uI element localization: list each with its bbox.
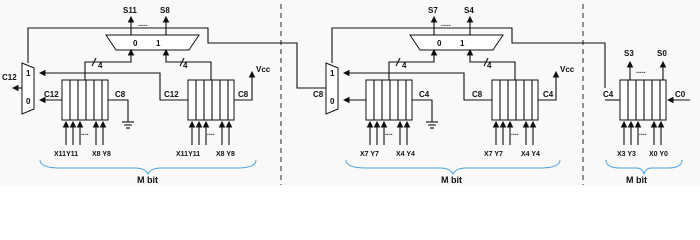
- left-inputs-a-lo: X8 Y8: [92, 151, 111, 158]
- left-inputs-b-hi: X11Y11: [176, 151, 201, 158]
- left-adder-a: [62, 80, 108, 120]
- right-mbit-label: M bit: [626, 175, 647, 185]
- mid-mbit-brace: [346, 160, 560, 174]
- left-inputs-b-dots: .....: [205, 130, 215, 137]
- mid-inputs-a-hi: X7 Y7: [360, 151, 379, 158]
- left-top-mux-in0: 0: [133, 39, 138, 48]
- mid-out-hi: S7: [428, 6, 438, 15]
- mid-inputs-b-lo: X4 Y4: [521, 151, 540, 158]
- mid-adder-b: [492, 80, 538, 120]
- left-stage: [2, 6, 297, 185]
- right-out-lo: S0: [657, 49, 667, 58]
- mid-bus-a-width: 4: [402, 61, 407, 70]
- left-inputs-a-dots: .....: [79, 130, 89, 137]
- right-adder: [620, 80, 666, 120]
- left-out-dots: .....: [138, 21, 148, 28]
- left-top-mux: [106, 35, 199, 50]
- mid-mbit-label: M bit: [441, 175, 462, 185]
- mid-bus-b-width: 4: [487, 61, 492, 70]
- left-adder-b-cin: C8: [238, 90, 249, 99]
- left-out-hi: S11: [123, 6, 137, 15]
- mid-carry-out-wire: [297, 62, 326, 88]
- left-bus-b-width: 4: [183, 61, 188, 70]
- left-adder-b-cout: C12: [164, 90, 179, 99]
- left-mbit-brace: [40, 160, 256, 174]
- left-adder-a-cin: C8: [115, 90, 126, 99]
- mid-out-lo: S4: [464, 6, 474, 15]
- right-inputs-lo: X0 Y0: [649, 151, 668, 158]
- left-top-mux-in1: 1: [156, 39, 161, 48]
- left-out-lo: S8: [160, 6, 170, 15]
- left-adder-a-cout: C12: [44, 90, 59, 99]
- right-out-hi: S3: [624, 49, 634, 58]
- left-vcc: Vcc: [256, 65, 271, 74]
- mid-adder-a: [366, 80, 412, 120]
- right-mbit-brace: [606, 160, 682, 174]
- mid-inputs-a-lo: X4 Y4: [396, 151, 415, 158]
- mid-adder-b-cout: C8: [472, 90, 483, 99]
- mid-inputs-b-dots: .....: [509, 130, 519, 137]
- mid-inputs-b-hi: X7 Y7: [484, 151, 503, 158]
- mid-vcc: Vcc: [560, 65, 575, 74]
- right-inputs-hi: X3 Y3: [617, 151, 636, 158]
- mid-out-dots: .....: [441, 21, 451, 28]
- mid-carry-mux-sel: C8: [313, 90, 324, 99]
- left-carry-mux-out: C12: [2, 73, 17, 82]
- right-adder-cout: C4: [603, 90, 614, 99]
- right-inputs-dots: .....: [637, 130, 647, 137]
- left-inputs-b-lo: X8 Y8: [216, 151, 235, 158]
- mid-top-mux-in0: 0: [437, 39, 442, 48]
- left-mbit-label: M bit: [137, 175, 158, 185]
- mid-carry-mux-in1: 1: [330, 69, 335, 78]
- mid-top-mux-in1: 1: [460, 39, 465, 48]
- left-carry-mux-in0: 0: [26, 97, 31, 106]
- mid-carry-mux-in0: 0: [330, 97, 335, 106]
- middle-stage: [297, 6, 605, 185]
- mid-inputs-a-dots: .....: [383, 130, 393, 137]
- left-bus-a-width: 4: [98, 61, 103, 70]
- right-stage: [603, 49, 690, 185]
- right-out-dots: .....: [636, 68, 646, 75]
- mid-top-mux: [410, 35, 503, 50]
- left-carry-mux-in1: 1: [26, 69, 31, 78]
- right-adder-cin: C0: [675, 90, 686, 99]
- mid-adder-a-cin: C4: [419, 90, 430, 99]
- left-inputs-a-hi: X11Y11: [54, 151, 79, 158]
- mid-adder-b-cin: C4: [543, 90, 554, 99]
- left-bus-b: [166, 50, 211, 80]
- left-ground-wire: [108, 100, 128, 122]
- left-adder-b: [188, 80, 234, 120]
